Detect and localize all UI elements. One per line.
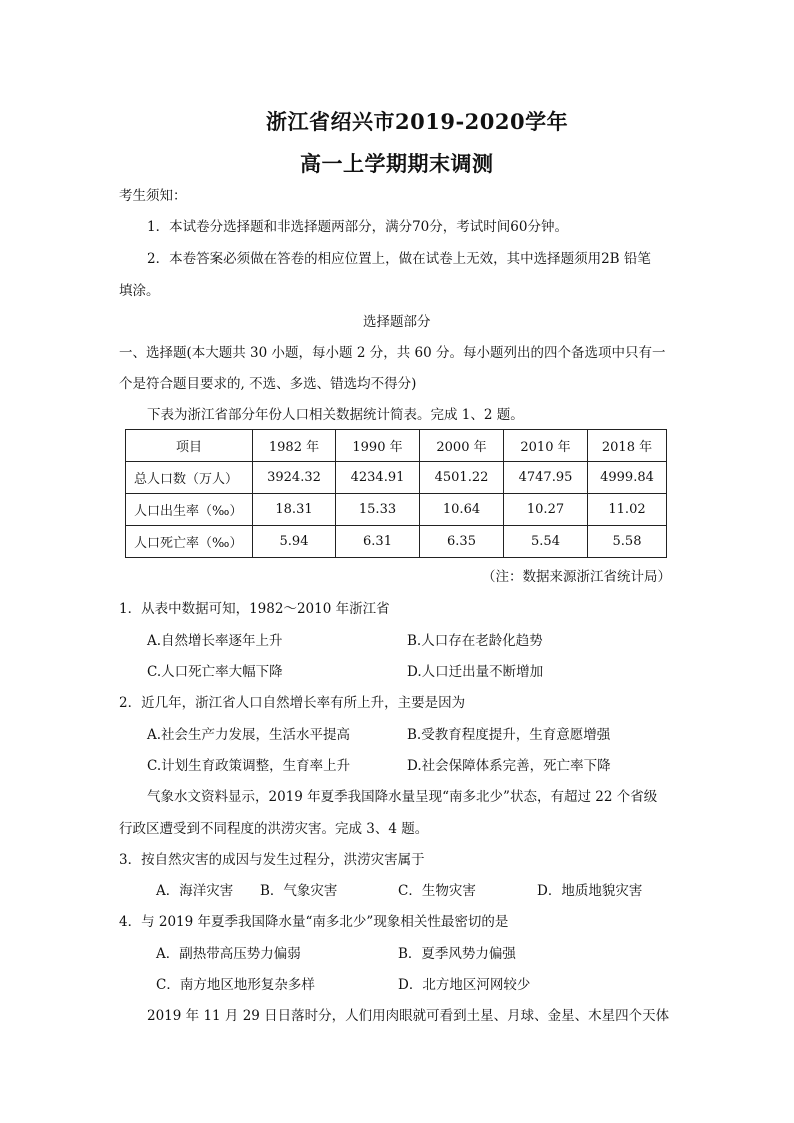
q2-option-d: D.社会保障体系完善，死亡率下降: [407, 758, 611, 774]
table-cell: 6.31: [336, 526, 420, 558]
notice-item-2-line2: 填涂。: [119, 283, 160, 299]
passage-2-line1: 气象水文资料显示，2019 年夏季我国降水量呈现“南多北少”状态，有超过 22 个省级: [147, 789, 658, 805]
table-header-cell: 项目: [126, 430, 253, 462]
section-intro-line1: 一、选择题(本大题共 30 小题，每小题 2 分，共 60 分。每小题列出的四个备选项中只有一: [119, 345, 666, 361]
notice-label: 考生须知：: [119, 188, 187, 204]
q2-option-a: A.社会生产力发展，生活水平提高: [147, 727, 351, 743]
notice-item-1: 1．本试卷分选择题和非选择题两部分，满分70分，考试时间60分钟。: [147, 219, 568, 235]
q2-option-b: B.受教育程度提升，生育意愿增强: [407, 727, 611, 743]
section-heading: 选择题部分: [363, 314, 431, 330]
table-cell: 18.31: [253, 494, 336, 526]
table-cell: 5.54: [504, 526, 588, 558]
table-cell: 10.64: [420, 494, 504, 526]
q3-stem: 3．按自然灾害的成因与发生过程分，洪涝灾害属于: [119, 852, 425, 868]
table-header-cell: 1982 年: [253, 430, 336, 462]
table-row-label: 人口出生率（‰）: [126, 494, 253, 526]
q2-option-c: C.计划生育政策调整，生育率上升: [147, 758, 351, 774]
q4-stem: 4．与 2019 年夏季我国降水量“南多北少”现象相关性最密切的是: [119, 914, 509, 930]
table-cell: 5.94: [253, 526, 336, 558]
q3-option-d: D．地质地貌灾害: [537, 883, 643, 899]
q1-option-d: D.人口迁出量不断增加: [407, 664, 544, 680]
table-cell: 4999.84: [588, 462, 667, 494]
table-row: [126, 494, 667, 526]
q1-stem: 1．从表中数据可知，1982～2010 年浙江省: [119, 601, 390, 617]
table-row: [126, 462, 667, 494]
table-cell: 5.58: [588, 526, 667, 558]
passage-2-line2: 行政区遭受到不同程度的洪涝灾害。完成 3、4 题。: [119, 821, 429, 837]
q4-option-a: A．副热带高压势力偏弱: [156, 946, 301, 962]
table-cell: 11.02: [588, 494, 667, 526]
table-cell: 10.27: [504, 494, 588, 526]
table-cell: 4747.95: [504, 462, 588, 494]
population-table: [125, 429, 667, 558]
table-header-cell: 2010 年: [504, 430, 588, 462]
q4-option-c: C．南方地区地形复杂多样: [156, 977, 315, 993]
table-header-cell: 1990 年: [336, 430, 420, 462]
table-cell: 6.35: [420, 526, 504, 558]
q1-option-b: B.人口存在老龄化趋势: [407, 633, 543, 649]
q3-option-a: A．海洋灾害: [156, 883, 234, 899]
table-row-label: 总人口数（万人）: [126, 462, 253, 494]
table-cell: 4501.22: [420, 462, 504, 494]
table-header-row: [126, 430, 667, 462]
q1-option-c: C.人口死亡率大幅下降: [147, 664, 283, 680]
q3-option-c: C．生物灾害: [398, 883, 476, 899]
page-title: 浙江省绍兴市2019-2020学年: [266, 109, 569, 134]
notice-item-2-line1: 2．本卷答案必须做在答卷的相应位置上，做在试卷上无效，其中选择题须用2B 铅笔: [147, 251, 651, 267]
q3-option-b: B．气象灾害: [260, 883, 338, 899]
q1-option-a: A.自然增长率逐年上升: [147, 633, 283, 649]
passage-3-line1: 2019 年 11 月 29 日日落时分，人们用肉眼就可看到土星、月球、金星、木星四个天体: [147, 1008, 670, 1024]
table-intro: 下表为浙江省部分年份人口相关数据统计简表。完成 1、2 题。: [147, 407, 524, 423]
table-header-cell: 2000 年: [420, 430, 504, 462]
table-note: （注：数据来源浙江省统计局）: [482, 569, 671, 585]
table-row: [126, 526, 667, 558]
q4-option-b: B．夏季风势力偏强: [398, 946, 516, 962]
q4-option-d: D．北方地区河网较少: [398, 977, 531, 993]
table-header-cell: 2018 年: [588, 430, 667, 462]
page-subtitle: 高一上学期期末调测: [300, 151, 494, 176]
table-cell: 15.33: [336, 494, 420, 526]
table-cell: 4234.91: [336, 462, 420, 494]
table-row-label: 人口死亡率（‰）: [126, 526, 253, 558]
table-cell: 3924.32: [253, 462, 336, 494]
section-intro-line2: 个是符合题目要求的, 不选、多选、错选均不得分): [119, 376, 417, 392]
q2-stem: 2．近几年，浙江省人口自然增长率有所上升，主要是因为: [119, 695, 466, 711]
